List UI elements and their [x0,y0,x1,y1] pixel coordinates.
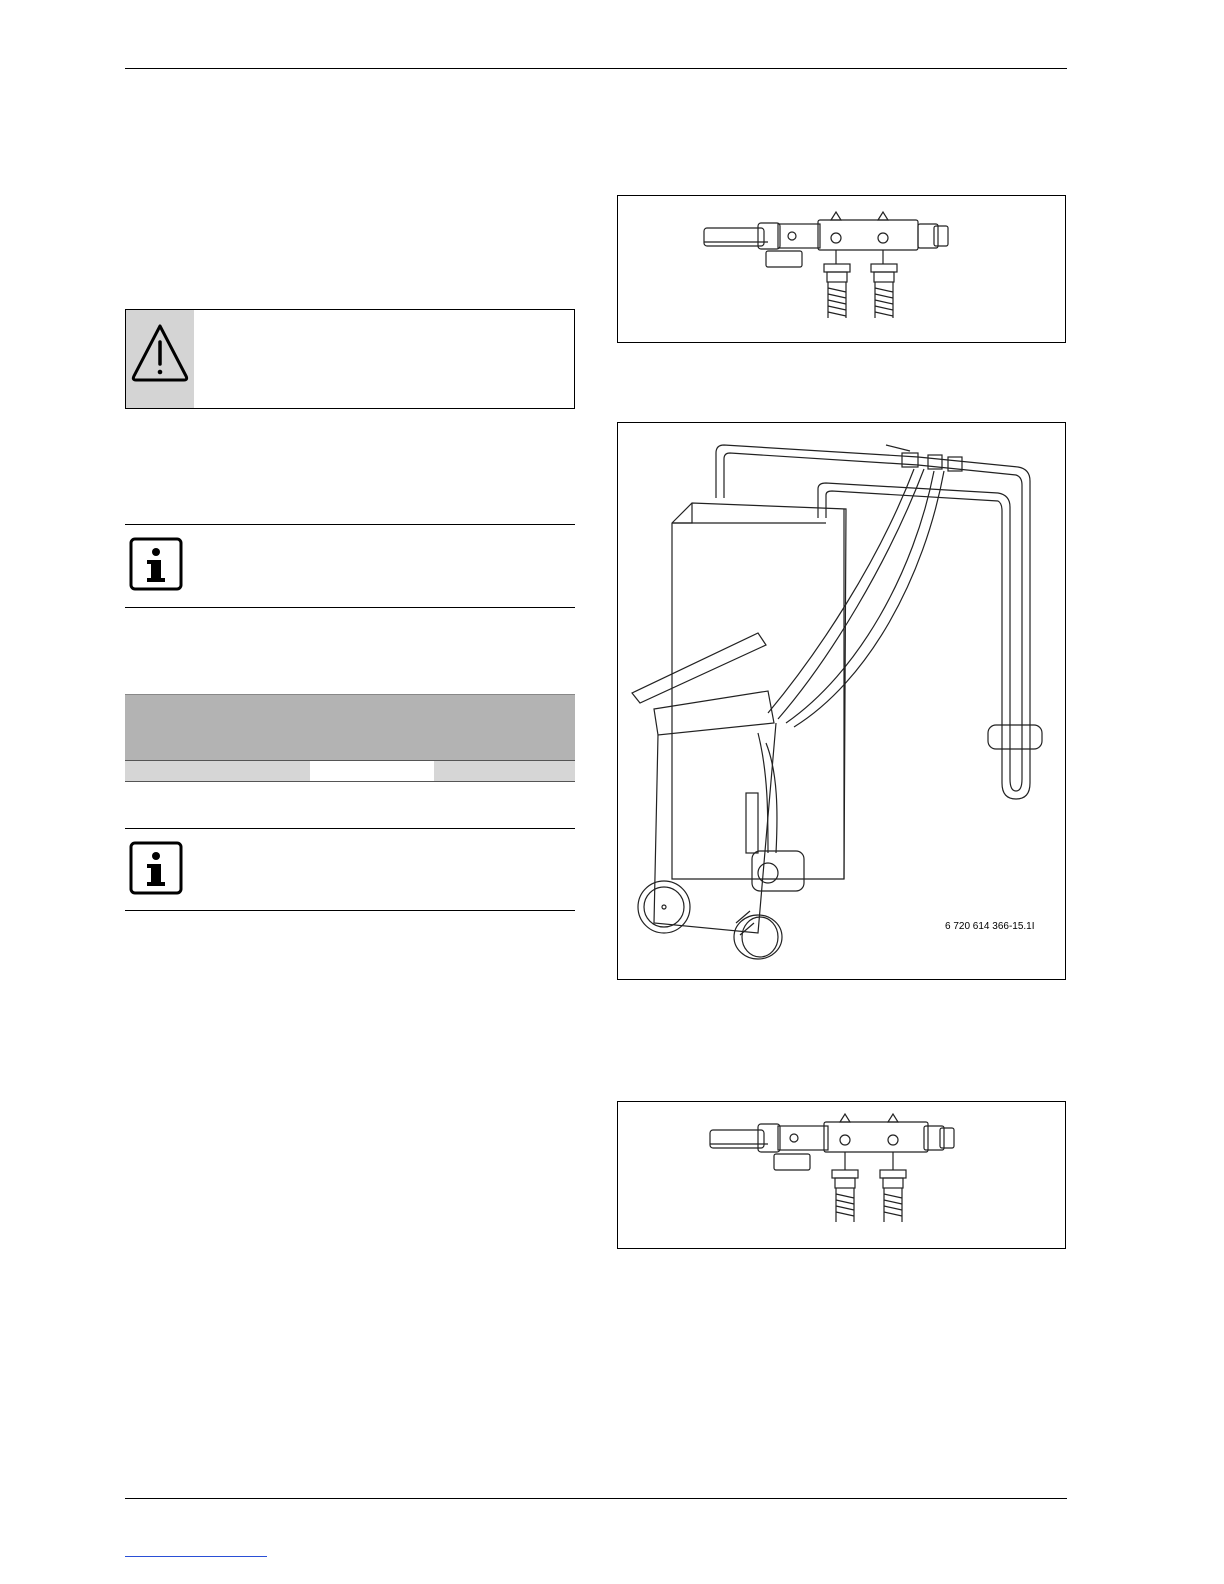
valve-assembly-illustration [618,196,1067,344]
table-header [125,694,575,761]
flushing-setup-illustration [618,423,1067,981]
info-icon [129,537,185,593]
footer-rule [125,1498,1067,1499]
table-row [125,760,575,782]
warning-icon-cell [126,310,194,408]
footer-link-underline[interactable] [125,1556,267,1557]
figure-label: 6 720 614 366-15.1I [945,921,1035,932]
table-cell [125,761,310,781]
info-notice-2 [125,828,575,911]
figure-valve-assembly-2 [617,1101,1066,1249]
info-icon [129,841,185,897]
header-rule [125,68,1067,69]
valve-assembly-illustration [618,1102,1067,1250]
table-cell [434,761,575,781]
warning-triangle-icon [126,310,194,408]
figure-flushing-setup [617,422,1066,980]
info-notice-1 [125,524,575,608]
table-cell [310,761,434,781]
figure-valve-assembly-1 [617,195,1066,343]
warning-notice [125,309,575,409]
